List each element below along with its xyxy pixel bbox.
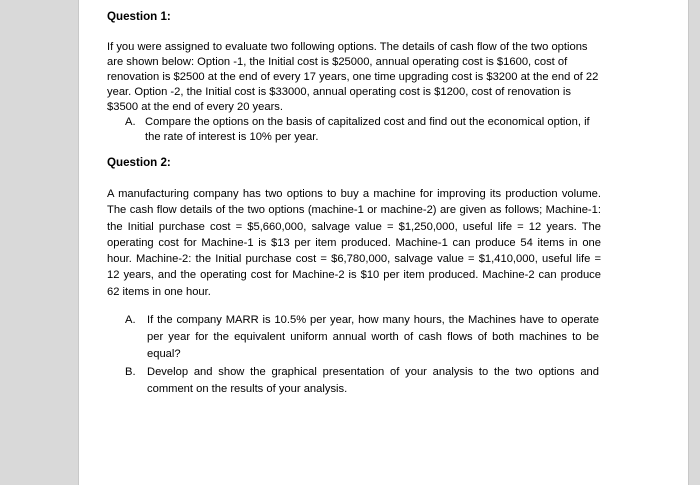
list-item-text: If the company MARR is 10.5% per year, how many hours, the Machines have to operate per year for the equivalent uniform annual worth of cash flows of both machines to be equal? [147,314,599,360]
question-2-list [107,312,601,398]
list-item-text: Compare the options on the basis of capitalized cost and find out the economical option, if the rate of interest is 10% per year. [145,116,590,143]
document-content [107,9,601,400]
question-1-item-a [125,115,601,145]
list-marker: A. [125,314,136,327]
question-2-item-b [125,364,601,398]
question-2-item-a [125,312,601,362]
question-1-paragraph: If you were assigned to evaluate two following options. The details of cash flow of the two options are shown below: Option -1, the Initial cost is $25000, annual operating cost is $1600, cost of renovation is $2500 at the end of every 17 years, one time upgrading cost is $3200 at the end of 22 year. Option -2, the Initial cost is $33000, annual operating cost is $1200, cost of renovation is $3500 at the end of every 20 years. [107,41,599,113]
list-item-text: Develop and show the graphical presentation of your analysis to the two options and comment on the results of your analysis. [147,366,599,396]
document-page [78,0,689,485]
question-1-list [107,115,601,145]
list-marker: B. [125,366,136,379]
question-1-heading: Question 1: [107,10,171,23]
question-2-paragraph: A manufacturing company has two options to buy a machine for improving its production volume. The cash flow details of the two options (machine-1 or machine-2) are given as follows; Machine-1: the Initial purchase cost = $5,660,000, salvage value = $1,250,000, useful life = 12 years. The operating cost for Machine-1 is $13 per item produced. Machine-1 can produce 54 items in one hour. Machine-2: the Initial purchase cost = $6,780,000, salvage value = $1,410,000, useful life = 12 years, and the operating cost for Machine-2 is $10 per item produced. Machine-2 can produce 62 items in one hour. [107,188,601,298]
list-marker: A. [125,116,136,128]
question-2-heading: Question 2: [107,156,171,169]
